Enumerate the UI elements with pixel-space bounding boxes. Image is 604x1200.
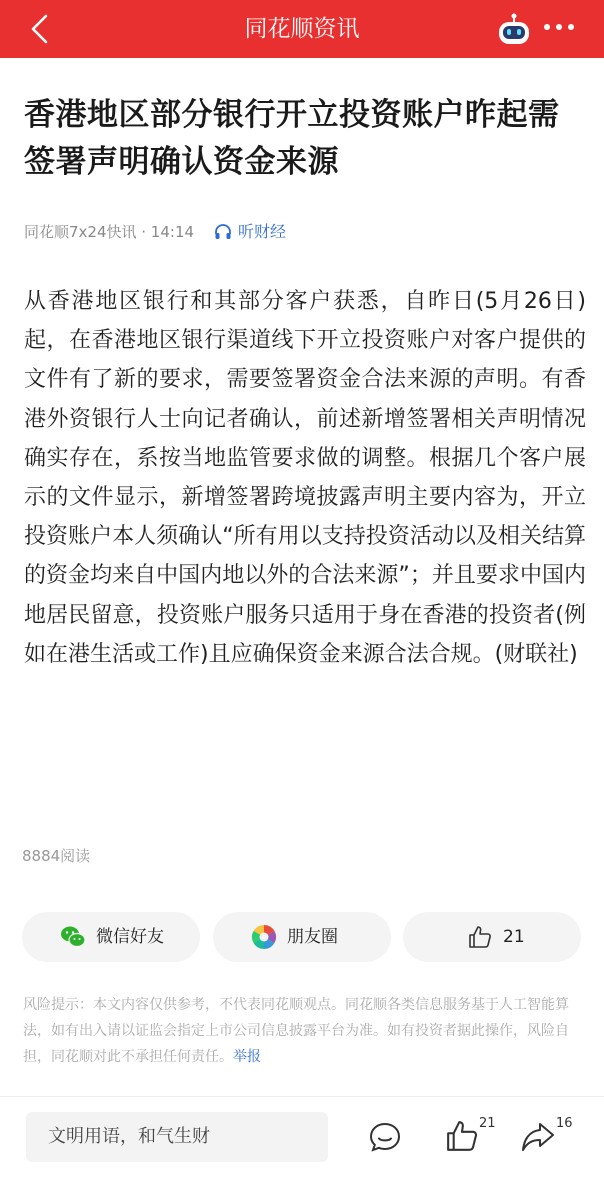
share-moments-label: 朋友圈	[287, 927, 338, 947]
headphones-icon	[214, 223, 232, 241]
comment-icon[interactable]	[368, 1120, 402, 1154]
article-title: 香港地区部分银行开立投资账户昨起需签署声明确认资金来源	[24, 97, 560, 180]
top-bar	[0, 0, 604, 58]
risk-disclaimer	[23, 992, 583, 1070]
like-count: 21	[503, 927, 525, 947]
share-wechat-label: 微信好友	[96, 927, 164, 947]
comment-input[interactable]	[26, 1112, 328, 1162]
risk-text: 风险提示：本文内容仅供参考，不代表同花顺观点。同花顺各类信息服务基于人工智能算法，如有出入请以证监会指定上市公司信息披露平台为准。如有投资者据此操作，风险自担，同花顺对此不承担任何责任。	[23, 997, 569, 1065]
share-count: 16	[556, 1116, 573, 1131]
robot-icon[interactable]	[496, 12, 532, 46]
bottom-thumbs-up-icon[interactable]	[444, 1118, 480, 1154]
article-source-time: 同花顺7x24快讯 · 14:14	[24, 223, 195, 241]
comment-placeholder: 文明用语，和气生财	[48, 1126, 210, 1147]
read-count: 8884阅读	[22, 847, 91, 865]
article-body: 从香港地区银行和其部分客户获悉，自昨日(5月26日)起，在香港地区银行渠道线下开立投资账户对客户提供的文件有了新的要求，需要签署资金合法来源的声明。有香港外资银行人士向记者确认，前述新增签署相关声明情况确实存在，系按当地监管要求做的调整。根据几个客户展示的文件显示，新增签署跨境披露声明主要内容为，开立投资账户本人须确认“所有用以支持投资活动以及相关结算的资金均来自中国内地以外的合法来源”；并且要求中国内地居民留意，投资账户服务只适用于身在香港的投资者(例如在港生活或工作)且应确保资金来源合法合规。(财联社)	[24, 289, 586, 667]
bottom-like-count: 21	[479, 1116, 496, 1131]
share-arrow-icon[interactable]	[520, 1120, 556, 1154]
thumbs-up-icon	[467, 924, 493, 950]
wechat-icon	[60, 924, 86, 950]
bottom-divider	[0, 1096, 604, 1097]
listen-label: 听财经	[238, 222, 287, 241]
header-title: 同花顺资讯	[244, 16, 360, 42]
moments-icon	[251, 924, 277, 950]
share-wechat-button[interactable]	[22, 912, 200, 962]
report-link[interactable]: 举报	[233, 1049, 261, 1065]
more-dots-icon[interactable]	[544, 24, 574, 34]
share-moments-button[interactable]	[213, 912, 391, 962]
like-button[interactable]	[403, 912, 581, 962]
